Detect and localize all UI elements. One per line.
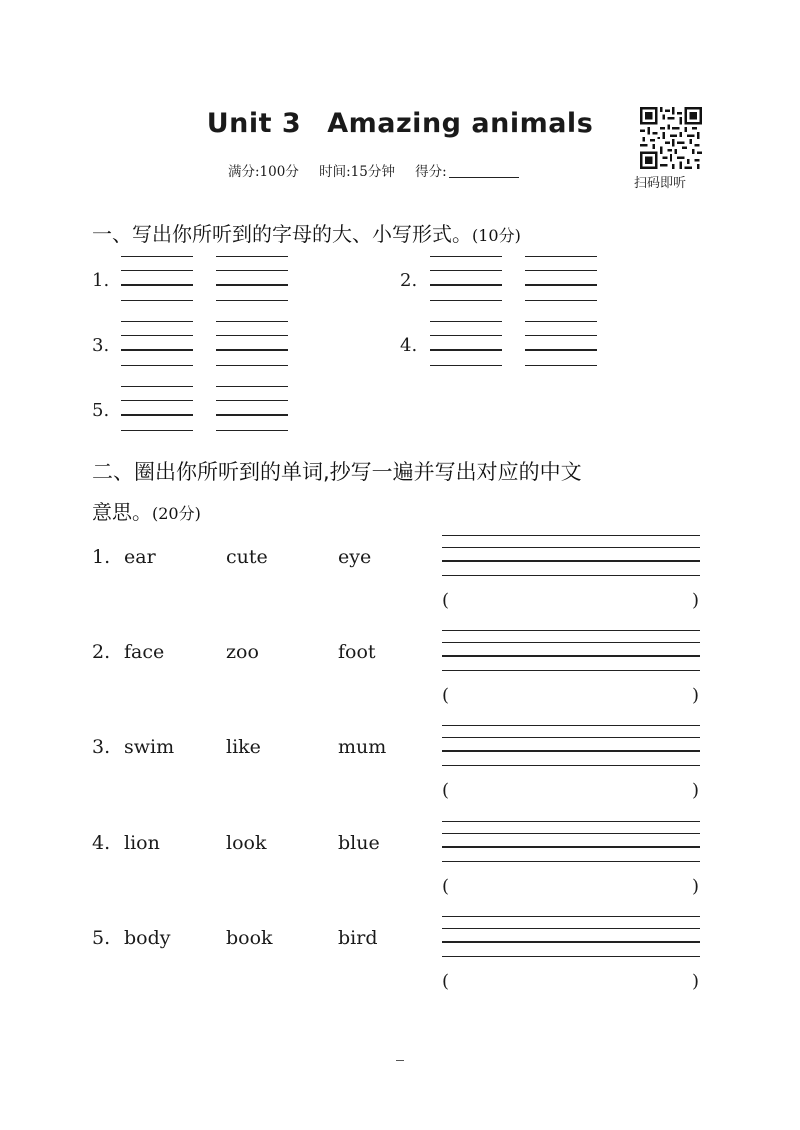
qr-code-icon[interactable] [640, 107, 702, 169]
s1-writing-lines[interactable] [430, 321, 502, 373]
meaning-paren-close: ) [692, 876, 700, 897]
section2-title-text: 意思。 [92, 500, 152, 524]
s1-writing-lines[interactable] [430, 256, 502, 308]
score-blank[interactable] [449, 165, 519, 178]
meaning-paren-open: ( [442, 685, 450, 706]
s1-writing-lines[interactable] [121, 256, 193, 308]
title-unit: Unit 3 [206, 108, 302, 139]
s2-item-number: 3. [92, 736, 111, 758]
qr-label: 扫码即听 [634, 176, 687, 191]
s1-item-number: 2. [400, 270, 418, 291]
word-option[interactable]: mum [338, 736, 387, 758]
meaning-paren-open: ( [442, 590, 450, 611]
title-name: Amazing animals [327, 108, 594, 139]
section2-score: (20分) [152, 504, 201, 523]
time-limit: 时间:15分钟 [319, 164, 395, 180]
meaning-paren-close: ) [692, 780, 700, 801]
word-option[interactable]: like [226, 736, 261, 758]
section1-title [92, 218, 521, 247]
copy-writing-lines[interactable] [442, 916, 700, 960]
copy-writing-lines[interactable] [442, 821, 700, 865]
s2-item-number: 1. [92, 546, 111, 568]
s1-item-number: 5. [92, 400, 110, 421]
page-footer-mark [396, 1060, 404, 1061]
s1-writing-lines[interactable] [121, 386, 193, 438]
word-option[interactable]: eye [338, 546, 372, 568]
section2-title-line2 [92, 496, 201, 525]
word-option[interactable]: face [124, 641, 165, 663]
s1-writing-lines[interactable] [216, 321, 288, 373]
word-option[interactable]: body [124, 927, 171, 949]
section1-title-text: 一、写出你所听到的字母的大、小写形式。 [92, 222, 472, 246]
word-option[interactable]: cute [226, 546, 268, 568]
meaning-paren-open: ( [442, 971, 450, 992]
s1-writing-lines[interactable] [121, 321, 193, 373]
s1-item-number: 4. [400, 335, 418, 356]
word-option[interactable]: foot [338, 641, 376, 663]
full-score: 满分:100分 [228, 164, 299, 180]
meaning-paren-open: ( [442, 876, 450, 897]
s1-writing-lines[interactable] [525, 321, 597, 373]
s1-item-number: 3. [92, 335, 110, 356]
word-option[interactable]: zoo [226, 641, 259, 663]
section2-title-line1: 二、圈出你所听到的单词,抄写一遍并写出对应的中文 [92, 460, 582, 484]
word-option[interactable]: swim [124, 736, 175, 758]
word-option[interactable]: book [226, 927, 273, 949]
meaning-paren-close: ) [692, 685, 700, 706]
word-option[interactable]: bird [338, 927, 378, 949]
score-label: 得分: [415, 164, 447, 180]
exam-meta [228, 160, 535, 180]
copy-writing-lines[interactable] [442, 535, 700, 579]
s2-item-number: 5. [92, 927, 111, 949]
s1-writing-lines[interactable] [216, 256, 288, 308]
copy-writing-lines[interactable] [442, 630, 700, 674]
meaning-paren-close: ) [692, 971, 700, 992]
s1-writing-lines[interactable] [216, 386, 288, 438]
word-option[interactable]: blue [338, 832, 380, 854]
copy-writing-lines[interactable] [442, 725, 700, 769]
word-option[interactable]: lion [124, 832, 160, 854]
meaning-paren-open: ( [442, 780, 450, 801]
word-option[interactable]: look [226, 832, 267, 854]
s1-writing-lines[interactable] [525, 256, 597, 308]
s2-item-number: 2. [92, 641, 111, 663]
meaning-paren-close: ) [692, 590, 700, 611]
s1-item-number: 1. [92, 270, 110, 291]
word-option[interactable]: ear [124, 546, 156, 568]
s2-item-number: 4. [92, 832, 111, 854]
section1-score: (10分) [472, 226, 521, 245]
